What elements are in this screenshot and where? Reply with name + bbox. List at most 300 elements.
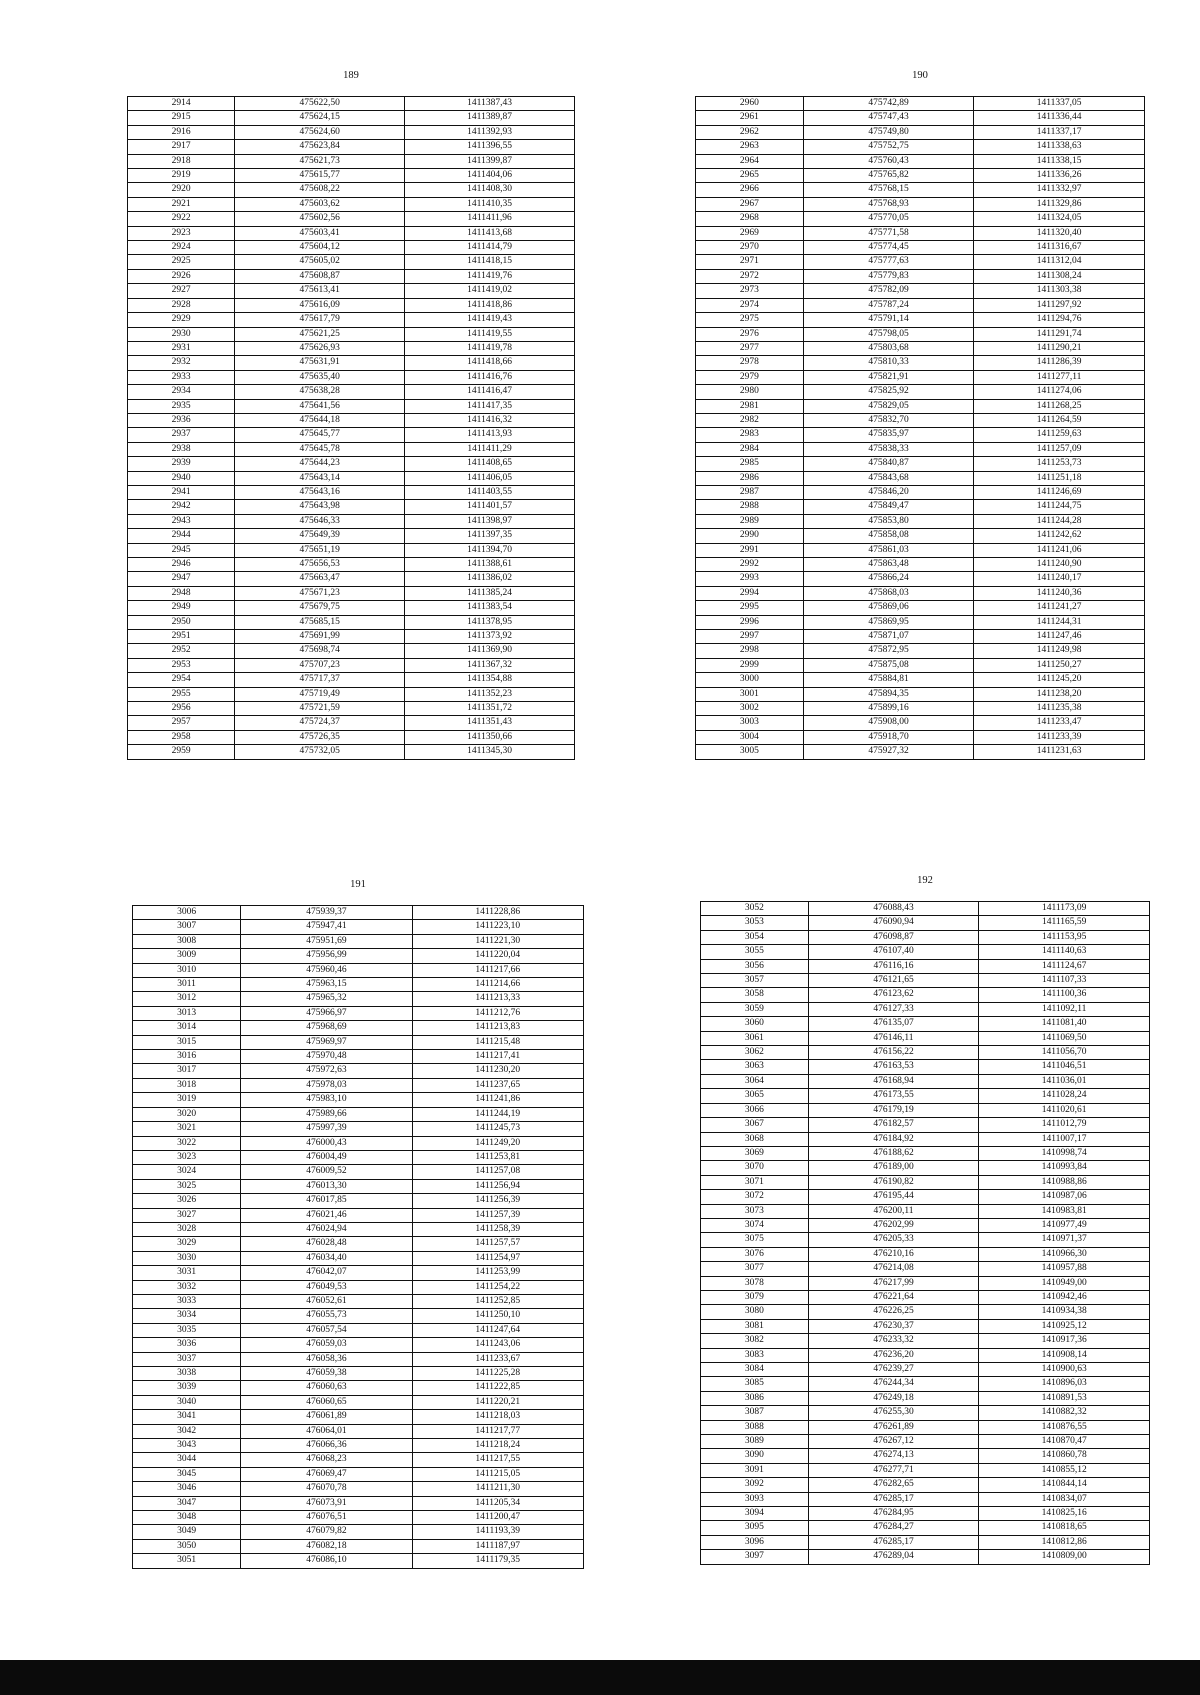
table-row	[696, 169, 1145, 183]
table-row	[701, 1290, 1150, 1304]
point-number: 3089	[701, 1435, 809, 1449]
y-coordinate: 1411392,93	[405, 125, 575, 139]
point-number: 2937	[128, 428, 235, 442]
point-number: 3085	[701, 1377, 809, 1391]
point-number: 3064	[701, 1074, 809, 1088]
x-coordinate: 475899,16	[803, 702, 974, 716]
point-number: 3090	[701, 1449, 809, 1463]
x-coordinate: 476239,27	[808, 1363, 979, 1377]
x-coordinate: 476076,51	[241, 1511, 412, 1525]
y-coordinate: 1411386,02	[405, 572, 575, 586]
y-coordinate: 1411254,22	[412, 1280, 583, 1294]
point-number: 2936	[128, 413, 235, 427]
table-row	[133, 1395, 584, 1409]
x-coordinate: 476116,16	[808, 959, 979, 973]
table-row	[133, 1424, 584, 1438]
table-row	[128, 471, 575, 485]
x-coordinate: 476277,71	[808, 1463, 979, 1477]
y-coordinate: 1410966,30	[979, 1247, 1150, 1261]
x-coordinate: 476267,12	[808, 1435, 979, 1449]
table-row	[701, 1103, 1150, 1117]
y-coordinate: 1411337,05	[974, 97, 1145, 111]
table-row	[128, 385, 575, 399]
x-coordinate: 475719,49	[235, 687, 405, 701]
table-row	[133, 1482, 584, 1496]
x-coordinate: 475685,15	[235, 615, 405, 629]
table-row	[128, 572, 575, 586]
x-coordinate: 475969,97	[241, 1035, 412, 1049]
x-coordinate: 475810,33	[803, 356, 974, 370]
y-coordinate: 1411401,57	[405, 500, 575, 514]
table-row	[701, 1492, 1150, 1506]
y-coordinate: 1411406,05	[405, 471, 575, 485]
x-coordinate: 476285,17	[808, 1492, 979, 1506]
x-coordinate: 475656,53	[235, 558, 405, 572]
table-row	[696, 529, 1145, 543]
y-coordinate: 1411329,86	[974, 197, 1145, 211]
x-coordinate: 475622,50	[235, 97, 405, 111]
y-coordinate: 1411246,69	[974, 485, 1145, 499]
y-coordinate: 1410925,12	[979, 1319, 1150, 1333]
table-row	[696, 658, 1145, 672]
y-coordinate: 1411351,43	[405, 716, 575, 730]
x-coordinate: 476236,20	[808, 1348, 979, 1362]
y-coordinate: 1410908,14	[979, 1348, 1150, 1362]
x-coordinate: 476214,08	[808, 1262, 979, 1276]
table-row	[128, 97, 575, 111]
table-row	[133, 1496, 584, 1510]
point-number: 3006	[133, 906, 241, 920]
x-coordinate: 476123,62	[808, 988, 979, 1002]
y-coordinate: 1411413,93	[405, 428, 575, 442]
point-number: 2963	[696, 140, 804, 154]
table-row	[696, 327, 1145, 341]
x-coordinate: 475603,41	[235, 226, 405, 240]
x-coordinate: 476049,53	[241, 1280, 412, 1294]
table-row	[696, 514, 1145, 528]
x-coordinate: 475645,78	[235, 442, 405, 456]
x-coordinate: 476261,89	[808, 1420, 979, 1434]
table-row	[701, 1377, 1150, 1391]
x-coordinate: 475646,33	[235, 514, 405, 528]
point-number: 3054	[701, 930, 809, 944]
table-row	[128, 356, 575, 370]
table-row	[128, 442, 575, 456]
point-number: 3091	[701, 1463, 809, 1477]
point-number: 2924	[128, 241, 235, 255]
table-row	[696, 644, 1145, 658]
point-number: 2991	[696, 543, 804, 557]
table-row	[133, 1208, 584, 1222]
y-coordinate: 1411244,75	[974, 500, 1145, 514]
x-coordinate: 475671,23	[235, 586, 405, 600]
y-coordinate: 1411351,72	[405, 702, 575, 716]
table-row	[128, 212, 575, 226]
y-coordinate: 1410855,12	[979, 1463, 1150, 1477]
point-number: 3002	[696, 702, 804, 716]
y-coordinate: 1411352,23	[405, 687, 575, 701]
x-coordinate: 476173,55	[808, 1089, 979, 1103]
table-row	[128, 370, 575, 384]
y-coordinate: 1410998,74	[979, 1146, 1150, 1160]
y-coordinate: 1410809,00	[979, 1550, 1150, 1564]
table-row	[133, 1136, 584, 1150]
x-coordinate: 475956,99	[241, 949, 412, 963]
y-coordinate: 1411140,63	[979, 945, 1150, 959]
table-row	[696, 154, 1145, 168]
table-row	[128, 154, 575, 168]
point-number: 3057	[701, 974, 809, 988]
y-coordinate: 1411233,67	[412, 1352, 583, 1366]
x-coordinate: 475663,47	[235, 572, 405, 586]
table-row	[701, 902, 1150, 916]
y-coordinate: 1411012,79	[979, 1118, 1150, 1132]
y-coordinate: 1411345,30	[405, 745, 575, 759]
y-coordinate: 1411354,88	[405, 673, 575, 687]
point-number: 3078	[701, 1276, 809, 1290]
x-coordinate: 476189,00	[808, 1161, 979, 1175]
table-row	[696, 601, 1145, 615]
table-row	[701, 1363, 1150, 1377]
y-coordinate: 1411408,65	[405, 457, 575, 471]
table-row	[696, 183, 1145, 197]
y-coordinate: 1410825,16	[979, 1507, 1150, 1521]
point-number: 3063	[701, 1060, 809, 1074]
x-coordinate: 475832,70	[803, 413, 974, 427]
point-number: 2948	[128, 586, 235, 600]
table-row	[133, 1078, 584, 1092]
table-row	[696, 241, 1145, 255]
point-number: 3079	[701, 1290, 809, 1304]
point-number: 3071	[701, 1175, 809, 1189]
point-number: 3008	[133, 934, 241, 948]
y-coordinate: 1411221,30	[412, 934, 583, 948]
point-number: 3067	[701, 1118, 809, 1132]
point-number: 3074	[701, 1218, 809, 1232]
point-number: 2997	[696, 630, 804, 644]
x-coordinate: 476282,65	[808, 1478, 979, 1492]
table-row	[128, 529, 575, 543]
x-coordinate: 475645,77	[235, 428, 405, 442]
coordinates-table	[700, 901, 1150, 1565]
y-coordinate: 1411220,21	[412, 1395, 583, 1409]
table-row	[696, 730, 1145, 744]
table-row	[696, 457, 1145, 471]
y-coordinate: 1411240,36	[974, 586, 1145, 600]
table-row	[128, 658, 575, 672]
x-coordinate: 475872,95	[803, 644, 974, 658]
y-coordinate: 1411215,05	[412, 1467, 583, 1481]
point-number: 3096	[701, 1535, 809, 1549]
y-coordinate: 1411256,94	[412, 1179, 583, 1193]
x-coordinate: 476230,37	[808, 1319, 979, 1333]
point-number: 3024	[133, 1165, 241, 1179]
table-row	[701, 1161, 1150, 1175]
table-row	[701, 1218, 1150, 1232]
y-coordinate: 1410876,55	[979, 1420, 1150, 1434]
table-row	[133, 1179, 584, 1193]
x-coordinate: 476195,44	[808, 1190, 979, 1204]
y-coordinate: 1411241,27	[974, 601, 1145, 615]
x-coordinate: 476060,63	[241, 1381, 412, 1395]
y-coordinate: 1411398,97	[405, 514, 575, 528]
x-coordinate: 475947,41	[241, 920, 412, 934]
table-row	[701, 1348, 1150, 1362]
table-row	[128, 226, 575, 240]
x-coordinate: 476179,19	[808, 1103, 979, 1117]
point-number: 3030	[133, 1251, 241, 1265]
point-number: 2967	[696, 197, 804, 211]
x-coordinate: 475649,39	[235, 529, 405, 543]
y-coordinate: 1411290,21	[974, 341, 1145, 355]
table-row	[696, 586, 1145, 600]
table-row	[701, 1478, 1150, 1492]
y-coordinate: 1411373,92	[405, 630, 575, 644]
table-row	[128, 428, 575, 442]
y-coordinate: 1411411,96	[405, 212, 575, 226]
x-coordinate: 475838,33	[803, 442, 974, 456]
table-row	[696, 212, 1145, 226]
point-number: 3012	[133, 992, 241, 1006]
y-coordinate: 1410949,00	[979, 1276, 1150, 1290]
table-row	[128, 644, 575, 658]
x-coordinate: 475951,69	[241, 934, 412, 948]
y-coordinate: 1410917,36	[979, 1334, 1150, 1348]
point-number: 3058	[701, 988, 809, 1002]
x-coordinate: 475853,80	[803, 514, 974, 528]
y-coordinate: 1410896,03	[979, 1377, 1150, 1391]
x-coordinate: 475894,35	[803, 687, 974, 701]
table-row	[701, 959, 1150, 973]
table-row	[133, 1453, 584, 1467]
point-number: 2925	[128, 255, 235, 269]
x-coordinate: 475623,84	[235, 140, 405, 154]
table-row	[701, 1146, 1150, 1160]
table-row	[128, 269, 575, 283]
table-row	[696, 673, 1145, 687]
x-coordinate: 475643,14	[235, 471, 405, 485]
y-coordinate: 1411233,39	[974, 730, 1145, 744]
y-coordinate: 1411214,66	[412, 978, 583, 992]
y-coordinate: 1411254,97	[412, 1251, 583, 1265]
point-number: 3011	[133, 978, 241, 992]
point-number: 3001	[696, 687, 804, 701]
table-row	[133, 1006, 584, 1020]
table-row	[696, 197, 1145, 211]
y-coordinate: 1411230,20	[412, 1064, 583, 1078]
x-coordinate: 475774,45	[803, 241, 974, 255]
point-number: 2972	[696, 269, 804, 283]
y-coordinate: 1411416,76	[405, 370, 575, 384]
x-coordinate: 476055,73	[241, 1309, 412, 1323]
y-coordinate: 1411153,95	[979, 930, 1150, 944]
table-row	[133, 963, 584, 977]
y-coordinate: 1411264,59	[974, 413, 1145, 427]
table-row	[696, 399, 1145, 413]
table-row	[696, 341, 1145, 355]
point-number: 3075	[701, 1233, 809, 1247]
point-number: 2919	[128, 169, 235, 183]
x-coordinate: 476000,43	[241, 1136, 412, 1150]
x-coordinate: 476210,16	[808, 1247, 979, 1261]
x-coordinate: 476255,30	[808, 1406, 979, 1420]
point-number: 2920	[128, 183, 235, 197]
table-row	[128, 687, 575, 701]
point-number: 3035	[133, 1323, 241, 1337]
point-number: 3021	[133, 1122, 241, 1136]
x-coordinate: 476052,61	[241, 1294, 412, 1308]
point-number: 3051	[133, 1554, 241, 1568]
point-number: 3048	[133, 1511, 241, 1525]
x-coordinate: 475643,98	[235, 500, 405, 514]
x-coordinate: 475605,02	[235, 255, 405, 269]
y-coordinate: 1411417,35	[405, 399, 575, 413]
table-row	[696, 413, 1145, 427]
x-coordinate: 475821,91	[803, 370, 974, 384]
y-coordinate: 1411222,85	[412, 1381, 583, 1395]
y-coordinate: 1411394,70	[405, 543, 575, 557]
point-number: 3083	[701, 1348, 809, 1362]
y-coordinate: 1411217,77	[412, 1424, 583, 1438]
x-coordinate: 475638,28	[235, 385, 405, 399]
point-number: 3092	[701, 1478, 809, 1492]
y-coordinate: 1411294,76	[974, 313, 1145, 327]
point-number: 2932	[128, 356, 235, 370]
point-number: 3082	[701, 1334, 809, 1348]
y-coordinate: 1411253,99	[412, 1266, 583, 1280]
point-number: 3027	[133, 1208, 241, 1222]
table-row	[696, 140, 1145, 154]
table-row	[128, 197, 575, 211]
point-number: 3055	[701, 945, 809, 959]
table-row	[701, 1175, 1150, 1189]
table-row	[701, 1190, 1150, 1204]
point-number: 2959	[128, 745, 235, 759]
point-number: 2943	[128, 514, 235, 528]
x-coordinate: 475602,56	[235, 212, 405, 226]
y-coordinate: 1411218,03	[412, 1410, 583, 1424]
y-coordinate: 1411092,11	[979, 1002, 1150, 1016]
table-row	[133, 920, 584, 934]
y-coordinate: 1411028,24	[979, 1089, 1150, 1103]
point-number: 3050	[133, 1539, 241, 1553]
point-number: 2968	[696, 212, 804, 226]
y-coordinate: 1411069,50	[979, 1031, 1150, 1045]
x-coordinate: 475626,93	[235, 341, 405, 355]
table-row	[701, 1449, 1150, 1463]
table-row	[133, 1439, 584, 1453]
x-coordinate: 475978,03	[241, 1078, 412, 1092]
x-coordinate: 476068,23	[241, 1453, 412, 1467]
point-number: 2928	[128, 298, 235, 312]
table-row	[133, 1021, 584, 1035]
x-coordinate: 475742,89	[803, 97, 974, 111]
point-number: 3094	[701, 1507, 809, 1521]
point-number: 3086	[701, 1391, 809, 1405]
point-number: 3039	[133, 1381, 241, 1395]
x-coordinate: 475966,97	[241, 1006, 412, 1020]
y-coordinate: 1411220,04	[412, 949, 583, 963]
table-row	[133, 1539, 584, 1553]
y-coordinate: 1411245,73	[412, 1122, 583, 1136]
x-coordinate: 475869,06	[803, 601, 974, 615]
page-number: 190	[912, 70, 928, 81]
table-row	[701, 1118, 1150, 1132]
y-coordinate: 1411179,35	[412, 1554, 583, 1568]
point-number: 2979	[696, 370, 804, 384]
y-coordinate: 1411228,86	[412, 906, 583, 920]
y-coordinate: 1411081,40	[979, 1017, 1150, 1031]
y-coordinate: 1410834,07	[979, 1492, 1150, 1506]
table-row	[696, 269, 1145, 283]
y-coordinate: 1411244,28	[974, 514, 1145, 528]
x-coordinate: 475866,24	[803, 572, 974, 586]
table-row	[128, 558, 575, 572]
table-row	[128, 543, 575, 557]
x-coordinate: 476284,95	[808, 1507, 979, 1521]
point-number: 2978	[696, 356, 804, 370]
table-row	[128, 125, 575, 139]
y-coordinate: 1410882,32	[979, 1406, 1150, 1420]
y-coordinate: 1411286,39	[974, 356, 1145, 370]
table-row	[133, 1410, 584, 1424]
y-coordinate: 1410988,86	[979, 1175, 1150, 1189]
table-row	[701, 1031, 1150, 1045]
x-coordinate: 475858,08	[803, 529, 974, 543]
y-coordinate: 1411213,83	[412, 1021, 583, 1035]
y-coordinate: 1411413,68	[405, 226, 575, 240]
y-coordinate: 1411244,31	[974, 615, 1145, 629]
y-coordinate: 1411419,78	[405, 341, 575, 355]
x-coordinate: 475770,05	[803, 212, 974, 226]
y-coordinate: 1410844,14	[979, 1478, 1150, 1492]
point-number: 3087	[701, 1406, 809, 1420]
y-coordinate: 1411316,67	[974, 241, 1145, 255]
y-coordinate: 1411241,86	[412, 1093, 583, 1107]
y-coordinate: 1411259,63	[974, 428, 1145, 442]
y-coordinate: 1411404,06	[405, 169, 575, 183]
point-number: 2981	[696, 399, 804, 413]
y-coordinate: 1411389,87	[405, 111, 575, 125]
table-row	[133, 978, 584, 992]
table-row	[696, 428, 1145, 442]
x-coordinate: 476226,25	[808, 1305, 979, 1319]
table-row	[128, 399, 575, 413]
point-number: 2980	[696, 385, 804, 399]
table-row	[696, 558, 1145, 572]
x-coordinate: 476090,94	[808, 916, 979, 930]
y-coordinate: 1411257,08	[412, 1165, 583, 1179]
y-coordinate: 1411243,06	[412, 1338, 583, 1352]
y-coordinate: 1411173,09	[979, 902, 1150, 916]
x-coordinate: 476042,07	[241, 1266, 412, 1280]
point-number: 2962	[696, 125, 804, 139]
y-coordinate: 1411242,62	[974, 529, 1145, 543]
y-coordinate: 1410818,65	[979, 1521, 1150, 1535]
y-coordinate: 1411253,73	[974, 457, 1145, 471]
point-number: 2982	[696, 413, 804, 427]
x-coordinate: 476184,92	[808, 1132, 979, 1146]
table-row	[128, 615, 575, 629]
x-coordinate: 476163,53	[808, 1060, 979, 1074]
table-row	[128, 140, 575, 154]
table-row	[128, 111, 575, 125]
y-coordinate: 1411399,87	[405, 154, 575, 168]
x-coordinate: 475989,66	[241, 1107, 412, 1121]
table-row	[696, 572, 1145, 586]
table-row	[701, 974, 1150, 988]
point-number: 3005	[696, 745, 804, 759]
